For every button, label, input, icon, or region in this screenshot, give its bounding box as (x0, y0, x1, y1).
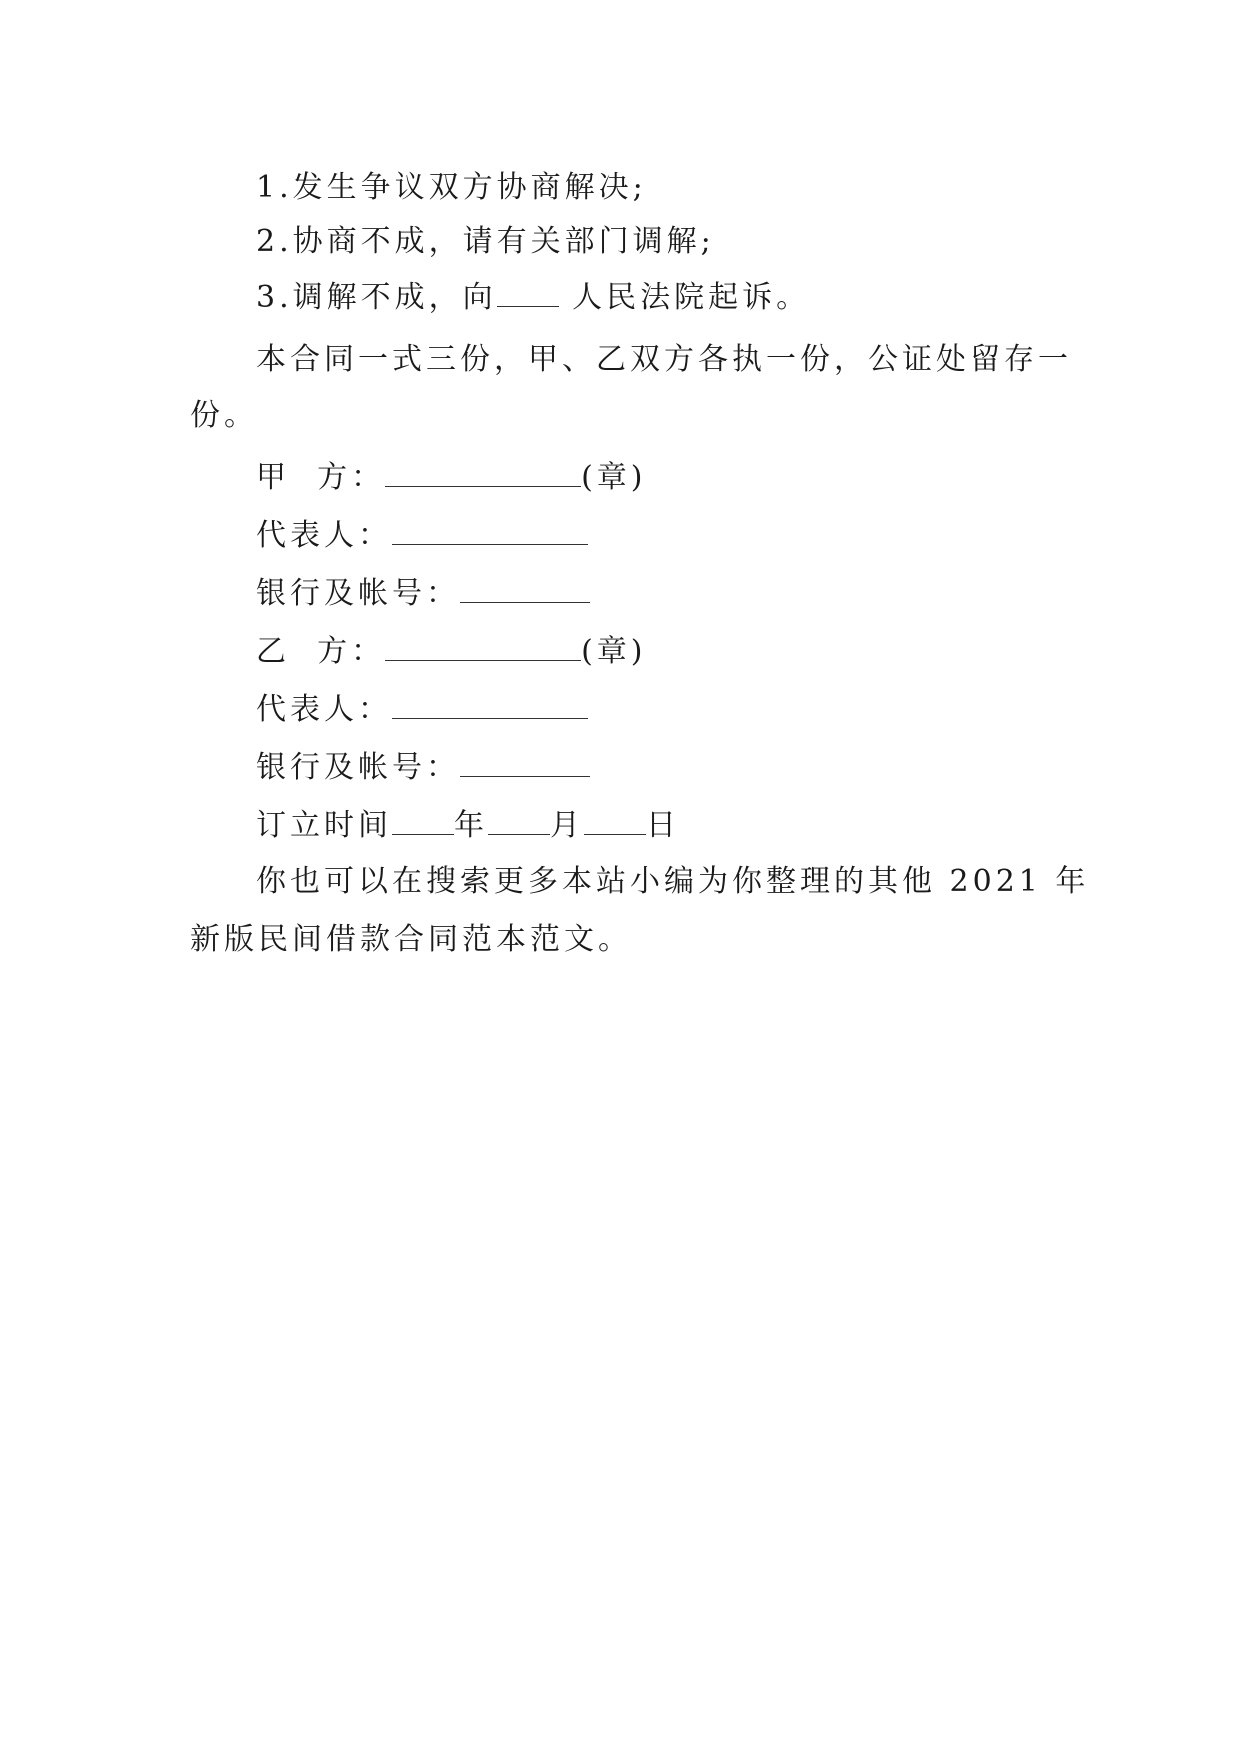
date-label: 订立时间 (256, 808, 392, 843)
party-b-line (256, 632, 1126, 672)
party-a-seal: (章) (581, 460, 647, 495)
party-a-line (256, 458, 1126, 498)
day-label: 日 (646, 808, 680, 843)
party-b-rep-label: 代表人： (256, 692, 392, 727)
party-b-label: 乙 方： (256, 634, 386, 669)
party-a-rep-label: 代表人： (256, 518, 392, 553)
party-b-bank-line (256, 748, 1126, 788)
clause-item-2-text: 2.协商不成，请有关部门调解; (256, 224, 715, 259)
closing-paragraph-line-1 (256, 862, 1126, 902)
year-label: 年 (454, 808, 488, 843)
copies-text-1: 本合同一式三份，甲、乙双方各执一份，公证处留存一 (256, 342, 1072, 377)
party-a-bank-blank (460, 576, 590, 603)
month-blank (488, 808, 550, 835)
signing-date-line (256, 806, 1126, 846)
party-b-seal: (章) (581, 634, 647, 669)
party-b-rep-blank (392, 692, 588, 719)
party-a-representative-line (256, 516, 1126, 556)
party-b-bank-blank (460, 750, 590, 777)
clause-item-1 (256, 168, 1126, 208)
closing-text-1: 你也可以在搜索更多本站小编为你整理的其他 2021 年 (256, 864, 1090, 899)
party-b-representative-line (256, 690, 1126, 730)
clause-item-3-suffix: 人民法院起诉。 (572, 280, 811, 315)
month-label: 月 (550, 808, 584, 843)
clause-item-3 (256, 278, 1126, 318)
party-b-blank (385, 634, 581, 661)
party-b-bank-label: 银行及帐号： (256, 750, 460, 785)
copies-paragraph-line-1 (256, 340, 1126, 380)
copies-text-2: 份。 (190, 398, 258, 433)
day-blank (584, 808, 646, 835)
copies-paragraph-line-2 (190, 396, 1060, 436)
closing-paragraph-line-2 (190, 920, 1060, 960)
closing-text-2: 新版民间借款合同范本范文。 (190, 922, 632, 957)
year-blank (392, 808, 454, 835)
court-blank (497, 280, 559, 307)
clause-item-2 (256, 222, 1126, 262)
clause-item-3-text: 3.调解不成，向 (256, 280, 497, 315)
party-a-bank-line (256, 574, 1126, 614)
clause-item-1-text: 1.发生争议双方协商解决; (256, 170, 647, 205)
party-a-bank-label: 银行及帐号： (256, 576, 460, 611)
party-a-rep-blank (392, 518, 588, 545)
party-a-blank (385, 460, 581, 487)
party-a-label: 甲 方： (256, 460, 386, 495)
